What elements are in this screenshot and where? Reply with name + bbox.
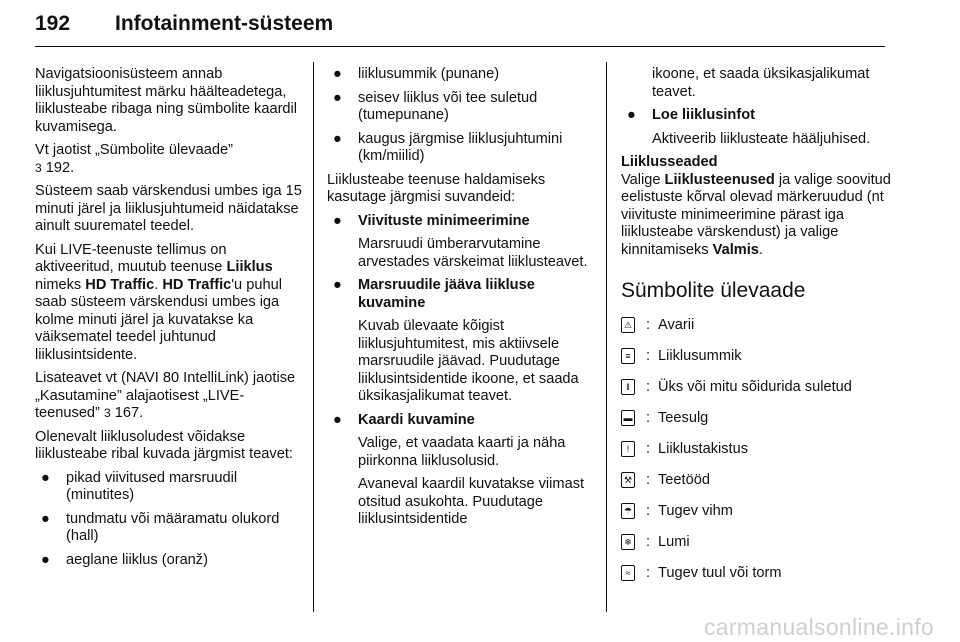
column-divider [313, 62, 314, 612]
ref-arrow-icon[interactable]: 3 [35, 160, 42, 175]
list-item: ● kaugus järgmise liiklusjuhtumini (km/miilid) [333, 130, 563, 164]
column-divider [606, 62, 607, 612]
symbol-row [621, 317, 891, 348]
option-description: ikoone, et saada üksikasjalikumat teavet. [652, 66, 870, 100]
page-title: Infotainment-süsteem [115, 12, 334, 35]
paragraph: Navigatsioonisüsteem annab liiklusjuhtumitest märku häälteadetega, liiklusteabe ribaga ning sümbolite kaardil kuvamisega. [35, 66, 298, 135]
symbol-label: Liiklusummik [658, 348, 742, 364]
heavy-rain-icon: ☂ [621, 503, 635, 519]
symbol-row [621, 503, 891, 534]
paragraph: Liiklusteabe teenuse haldamiseks kasutage järgmisi suvandeid: [327, 171, 546, 205]
roadworks-icon: ⚒ [621, 472, 635, 488]
symbol-label: Liiklustakistus [658, 441, 749, 457]
symbol-row [621, 441, 891, 472]
colon: : [646, 534, 651, 550]
colon: : [646, 565, 651, 581]
accident-icon: ⚠ [621, 317, 635, 333]
column-3 [621, 66, 891, 596]
bullet-icon: ● [333, 130, 342, 147]
section-heading: Sümbolite ülevaade [621, 279, 806, 302]
option-item: ● Viivituste minimeerimine [333, 212, 530, 229]
list-item: ● liiklusummik (punane) [333, 66, 500, 82]
watermark: carmanualsonline.info [703, 613, 934, 640]
bullet-icon: ● [333, 212, 342, 229]
bullet-icon: ● [333, 89, 342, 106]
bullet-icon: ● [41, 551, 50, 568]
road-closed-icon: ▬ [621, 410, 635, 426]
colon: : [646, 503, 651, 519]
symbol-row [621, 379, 891, 410]
bullet-icon: ● [41, 510, 50, 527]
colon: : [646, 379, 651, 395]
traffic-jam-icon: ≡ [621, 348, 635, 364]
symbol-list [621, 317, 891, 596]
option-item: ● Marsruudile jääva liikluse kuvamine [333, 277, 535, 311]
obstacle-icon: ! [621, 441, 635, 457]
page-number: 192 [35, 12, 71, 35]
section-heading: Liiklusseaded [621, 154, 718, 170]
bullet-icon: ● [627, 107, 636, 123]
option-item: ● Loe liiklusinfot [627, 107, 755, 123]
symbol-label: Teesulg [658, 410, 709, 426]
colon: : [646, 472, 651, 488]
symbol-row [621, 565, 891, 596]
header-rule [35, 46, 885, 47]
option-description: Avaneval kaardil kuvatakse viimast otsitud asukohta. Puudutage liiklusintsidentide [358, 476, 585, 527]
page-ref-link[interactable]: 167. [114, 405, 144, 421]
symbol-row [621, 534, 891, 565]
list-item: ● pikad viivitused marsruudil (minutites) [41, 469, 238, 503]
paragraph: Kui LIVE-teenuste tellimus on aktiveeritud, muutub teenuse Liiklus nimeks HD Traffic. HD Traffic'u puhul saab süsteem värskendusi umbes iga kolme minuti järel ja kuvatakse ka väiksematel teedel juhtunud liiklusintsidente. [35, 241, 282, 363]
column-2 [327, 66, 589, 535]
ref-arrow-icon[interactable]: 3 [103, 406, 111, 420]
snow-icon: ❄ [621, 534, 635, 550]
option-description: Marsruudi ümberarvutamine arvestades värskeimat liiklusteavet. [358, 236, 588, 270]
option-description: Kuvab ülevaate kõigist liiklusjuhtumitest, mis aktiivsele marsruudile jäävad. Puudutage liiklusintsidentide ikoone, et saada üksikasjalikumat teavet. [358, 318, 579, 404]
symbol-label: Teetööd [658, 472, 710, 488]
colon: : [646, 410, 651, 426]
bullet-icon: ● [333, 411, 342, 428]
colon: : [646, 317, 651, 333]
symbol-row [621, 472, 891, 503]
bullet-icon: ● [41, 469, 50, 486]
paragraph: Vt jaotist „Sümbolite ülevaade” 3 192. [35, 142, 233, 176]
page-ref-link[interactable]: 192. [45, 159, 75, 176]
symbol-label: Avarii [658, 317, 695, 333]
option-description: Valige, et vaadata kaarti ja näha piirkonna liiklusolusid. [358, 435, 566, 469]
symbol-label: Lumi [658, 534, 690, 550]
strong-wind-icon: ≈ [621, 565, 635, 581]
paragraph: Lisateavet vt (NAVI 80 IntelliLink) jaotise „Kasutamine” alajaotisest „LIVE-teenused” 3 167. [35, 370, 296, 421]
symbol-row [621, 348, 891, 379]
list-item: ● tundmatu või määramatu olukord (hall) [41, 510, 280, 544]
list-item: ● seisev liiklus või tee suletud (tumepunane) [333, 89, 538, 123]
option-description: Aktiveerib liiklusteate hääljuhised. [652, 130, 871, 147]
bullet-icon: ● [333, 66, 342, 82]
bullet-icon: ● [333, 277, 342, 293]
lanes-closed-icon: ‖ [621, 379, 635, 395]
symbol-label: Tugev tuul või torm [658, 565, 782, 581]
column-1 [35, 66, 303, 575]
settings-paragraph: Liiklusseaded Valige Liiklusteenused ja valige soovitud eelistuste kõrval olevad märkeruudud (nt viivituste minimeerimine pärast iga liiklusteabe värskendust) ja valige kinnitamiseks Valmis. [621, 154, 891, 258]
option-item: ● Kaardi kuvamine [333, 411, 475, 428]
symbol-label: Tugev vihm [658, 503, 733, 519]
paragraph: Süsteem saab värskendusi umbes iga 15 minuti järel ja liiklusjuhtumeid näidatakse ainult suurematel teedel. [35, 183, 302, 234]
page-header [35, 0, 885, 48]
symbol-row [621, 410, 891, 441]
list-item: ● aeglane liiklus (oranž) [41, 551, 208, 568]
symbol-label: Üks või mitu sõidurida suletud [658, 379, 852, 395]
colon: : [646, 441, 651, 457]
colon: : [646, 348, 651, 364]
paragraph: Olenevalt liiklusoludest võidakse liiklusteabe ribal kuvada järgmist teavet: [35, 428, 293, 462]
